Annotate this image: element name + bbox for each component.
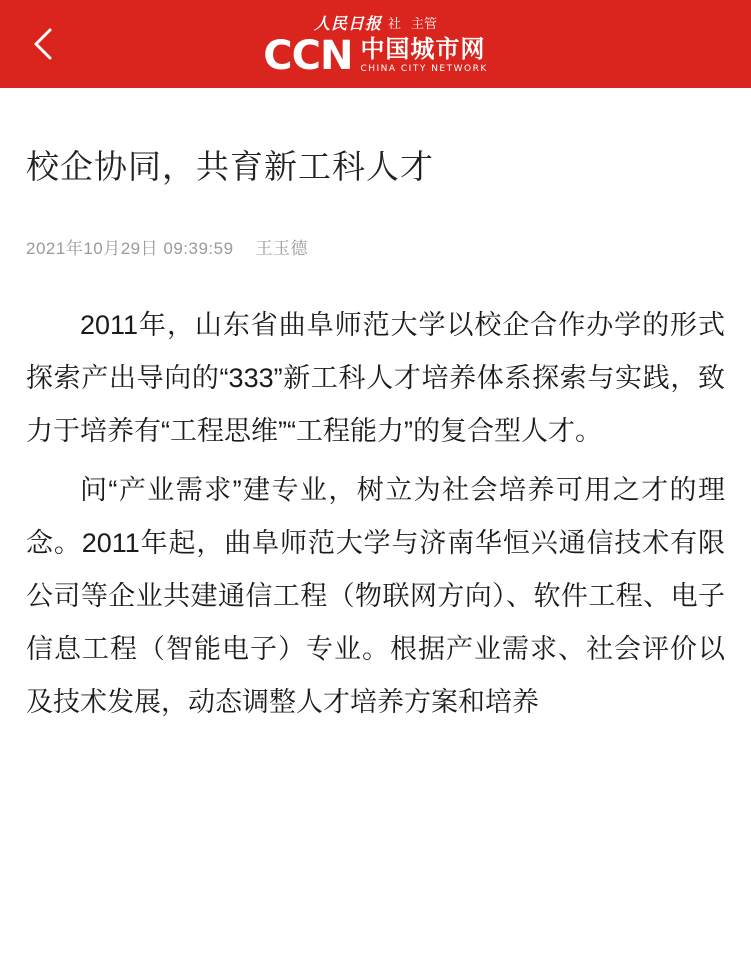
logo-bottom-row bbox=[263, 35, 488, 77]
logo-name-stack bbox=[360, 37, 487, 75]
logo-top-row bbox=[314, 11, 437, 33]
chevron-left-icon bbox=[31, 27, 55, 61]
publish-datetime: 2021年10月29日 09:39:59 bbox=[26, 239, 234, 258]
app-header bbox=[0, 0, 751, 88]
ccn-wordmark: CCN bbox=[263, 33, 353, 79]
site-name-en: CHINA CITY NETWORK bbox=[360, 64, 488, 74]
rmrb-suffix-label: 社 bbox=[387, 16, 401, 31]
site-logo[interactable] bbox=[263, 11, 488, 77]
article-body bbox=[26, 299, 725, 729]
article-paragraph: 问“产业需求”建专业，树立为社会培养可用之才的理念。2011年起，曲阜师范大学与济南华恒兴通信技术有限公司等企业共建通信工程（物联网方向）、软件工程、电子信息工程（智能电子）专业。根据产业需求、社会评价以及技术发展，动态调整人才培养方案和培养 bbox=[26, 475, 725, 717]
author-name: 王玉德 bbox=[255, 239, 309, 258]
page-title: 校企协同，共育新工科人才 bbox=[26, 148, 434, 185]
article-container bbox=[0, 88, 751, 729]
rmrb-masthead: 人民日报 bbox=[313, 14, 382, 33]
site-name-cn: 中国城市网 bbox=[360, 36, 486, 63]
article-meta bbox=[26, 234, 725, 259]
article-paragraph: 2011年，山东省曲阜师范大学以校企合作办学的形式探索产出导向的“333”新工科人才培养体系探索与实践，致力于培养有“工程思维”“工程能力”的复合型人才。 bbox=[26, 310, 725, 446]
supervise-label: 主管 bbox=[411, 16, 438, 31]
back-button[interactable] bbox=[26, 27, 60, 61]
